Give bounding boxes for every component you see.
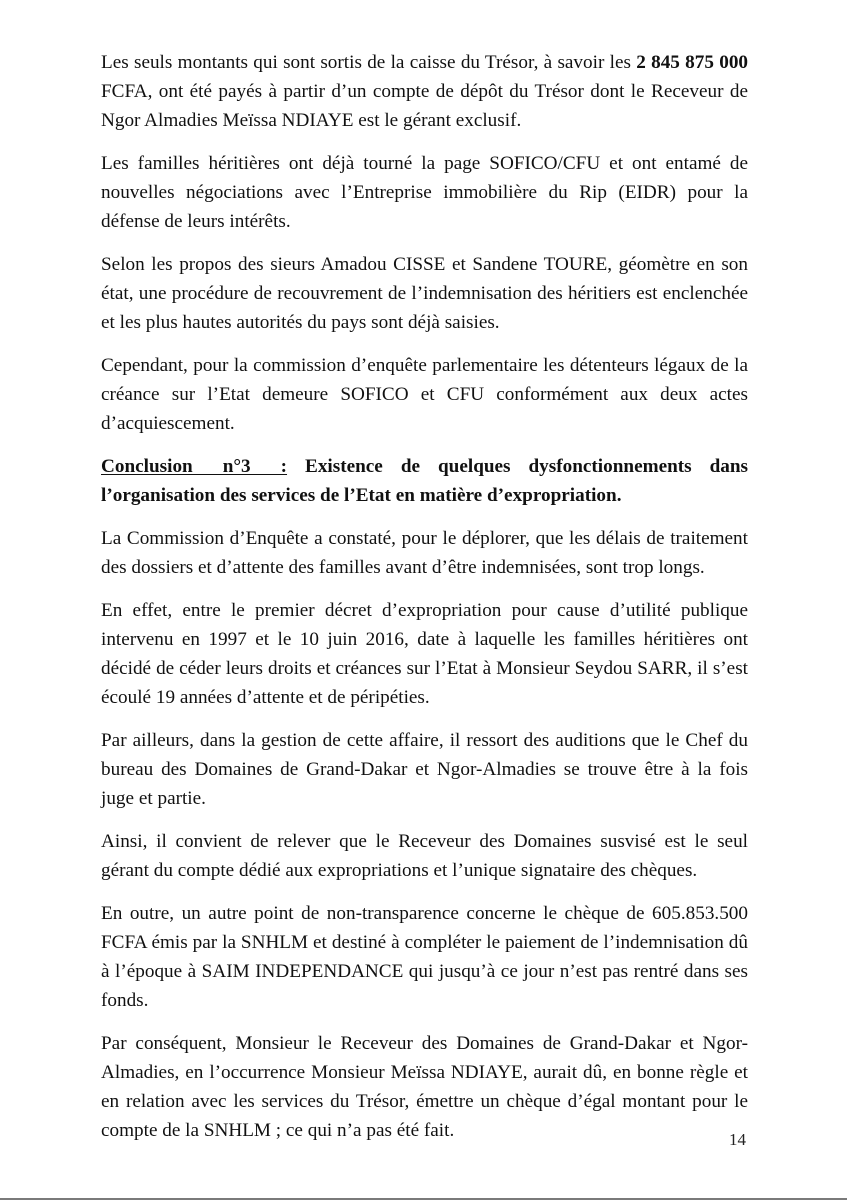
- amount-bold: 2 845 875 000: [636, 52, 748, 73]
- paragraph-non-transparency: En outre, un autre point de non-transparence concerne le chèque de 605.853.500 FCFA émis par la SNHLM et destiné à compléter le paiement de l’indemnisation dû à l’époque à SAIM INDEPENDANCE qui jusqu’à ce jour n’est pas rentré dans ses fonds.: [101, 903, 748, 1011]
- paragraph-judge-and-party: Par ailleurs, dans la gestion de cette affaire, il ressort des auditions que le Chef du bureau des Domaines de Grand-Dakar et Ngor-Almadies se trouve être à la fois juge et partie.: [101, 730, 748, 809]
- page-number: 14: [729, 1130, 746, 1149]
- paragraph-heirs-negotiations: Les familles héritières ont déjà tourné la page SOFICO/CFU et ont entamé de nouvelles négociations avec l’Entreprise immobilière du Rip (EIDR) pour la défense de leurs intérêts.: [101, 153, 748, 232]
- document-page: [101, 48, 748, 1159]
- paragraph-recovery-procedure: Selon les propos des sieurs Amadou CISSE et Sandene TOURE, géomètre en son état, une procédure de recouvrement de l’indemnisation des héritiers est enclenchée et les plus hautes autorités du pays sont déjà saisies.: [101, 254, 748, 333]
- paragraph-text: FCFA, ont été payés à partir d’un compte de dépôt du Trésor dont le Receveur de Ngor Almadies Meïssa NDIAYE est le gérant exclusif.: [101, 81, 748, 131]
- paragraph-treasury-payments: [101, 48, 748, 135]
- paragraph-sole-manager: Ainsi, il convient de relever que le Receveur des Domaines susvisé est le seul gérant du compte dédié aux expropriations et l’unique signataire des chèques.: [101, 831, 748, 881]
- conclusion-label: Conclusion n°3 :: [101, 456, 288, 477]
- paragraph-delays: La Commission d’Enquête a constaté, pour le déplorer, que les délais de traitement des dossiers et d’attente des familles avant d’être indemnisées, sont trop longs.: [101, 528, 748, 578]
- conclusion-title: Existence de quelques dysfonctionnements dans l’organisation des services de l’Etat en matière d’expropriation.: [101, 456, 749, 506]
- conclusion-heading: [101, 452, 748, 510]
- paragraph-timeline: En effet, entre le premier décret d’expropriation pour cause d’utilité publique intervenu en 1997 et le 10 juin 2016, date à laquelle les familles héritières ont décidé de céder leurs droits et créances sur l’Etat à Monsieur Seydou SARR, il s’est écoulé 19 années d’attente et de péripéties.: [101, 600, 748, 708]
- paragraph-consequence: Par conséquent, Monsieur le Receveur des Domaines de Grand-Dakar et Ngor-Almadies, en l’occurrence Monsieur Meïssa NDIAYE, aurait dû, en bonne règle et en relation avec les services du Trésor, émettre un chèque d’égal montant pour le compte de la SNHLM ; ce qui n’a pas été fait.: [101, 1033, 748, 1141]
- paragraph-text: Les seuls montants qui sont sortis de la caisse du Trésor, à savoir les: [101, 52, 637, 73]
- paragraph-legal-holders: Cependant, pour la commission d’enquête parlementaire les détenteurs légaux de la créance sur l’Etat demeure SOFICO et CFU conformément aux deux actes d’acquiescement.: [101, 355, 748, 434]
